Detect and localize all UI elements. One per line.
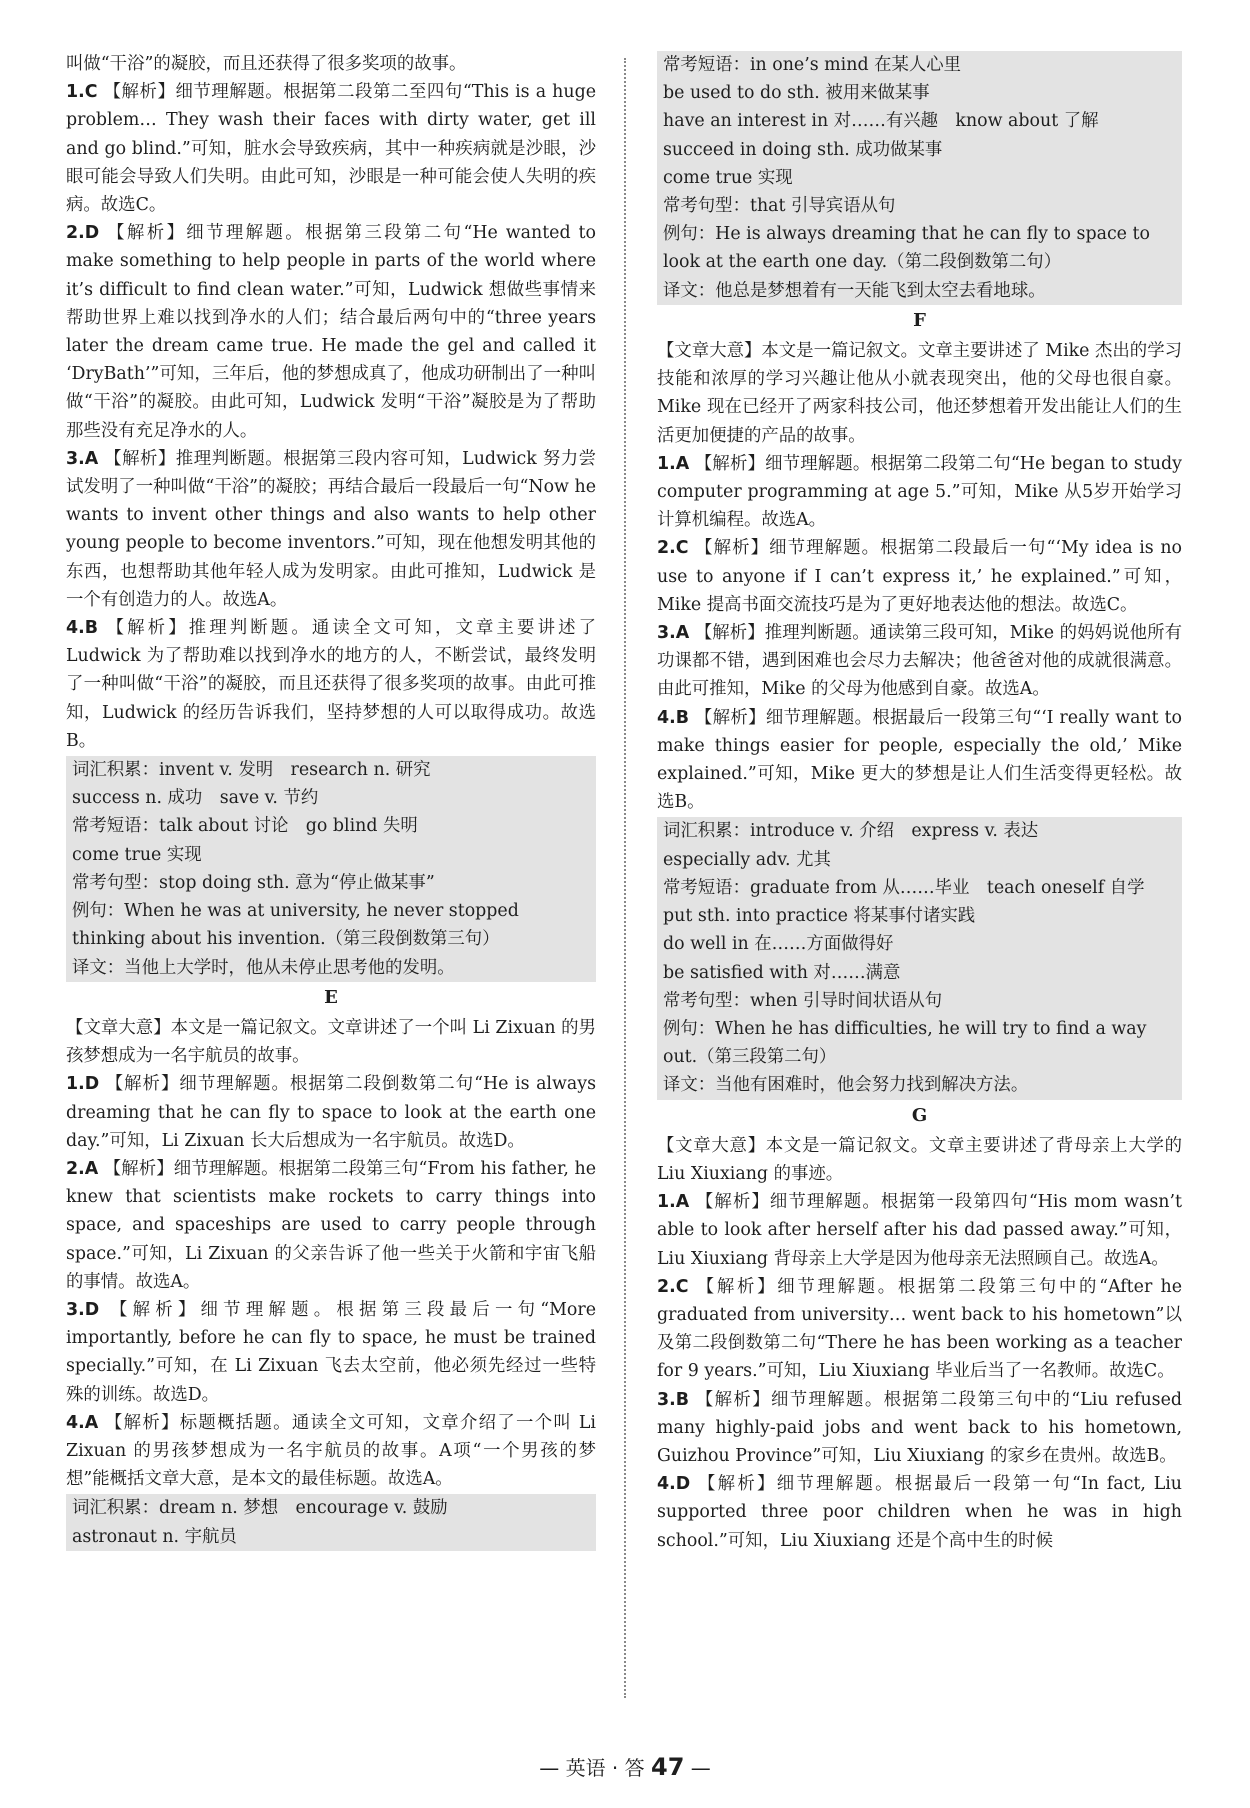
answer-item: 1.A 【解析】细节理解题。根据第二段第二句“He began to study computer programming at age 5.”可知，Mike 从5岁开始学习计算机编程。故选A。 bbox=[657, 453, 1182, 531]
d-answers bbox=[66, 78, 596, 755]
vocab-line: be used to do sth. 被用来做某事 bbox=[663, 83, 930, 104]
answer-item: 1.A 【解析】细节理解题。根据第一段第四句“His mom wasn’t able to look after herself after his dad passed away.”可知，Liu Xiuxiang 背母亲上大学是因为他母亲无法照顾自己。故选A。 bbox=[657, 1192, 1182, 1269]
vocab-line: astronaut n. 宇航员 bbox=[72, 1526, 237, 1547]
e-summary: 【文章大意】本文是一篇记叙文。文章讲述了一个叫 Li Zixuan 的男孩梦想成为一名宇航员的故事。 bbox=[66, 1017, 596, 1067]
answer-item: 4.A 【解析】标题概括题。通读全文可知，文章介绍了一个叫 Li Zixuan 的男孩梦想成为一名宇航员的故事。A项“一个男孩的梦想”能概括文章大意，是本文的最佳标题。故选A。 bbox=[66, 1412, 596, 1490]
footer-label: — 英语 · 答 bbox=[539, 1756, 652, 1780]
vocab-line: be satisfied with 对……满意 bbox=[663, 962, 901, 983]
answer-item: 3.A 【解析】推理判断题。根据第三段内容可知，Ludwick 努力尝试发明了一种叫做“干浴”的凝胶；再结合最后一段最后一句“Now he wants to invent other things and also wants to help other young people to become inventors.”可知，现在他想发明其他的东西，也想帮助其他年轻人成为发明家。由此可推知，Ludwick 是一个有创造力的人。故选A。 bbox=[66, 448, 597, 610]
vocab-line: 译文：当他有困难时，他会努力找到解决方法。 bbox=[663, 1075, 1029, 1096]
vocab-line: 常考句型：that 引导宾语从句 bbox=[663, 196, 896, 217]
f-summary: 【文章大意】本文是一篇记叙文。文章主要讲述了 Mike 杰出的学习技能和浓厚的学习兴趣让他从小就表现突出，他的父母也很自豪。Mike 现在已经开了两家科技公司，他还梦想着开发出能让人们的生活更加便捷的产品的故事。 bbox=[657, 341, 1182, 446]
vocab-line: succeed in doing sth. 成功做某事 bbox=[663, 139, 943, 160]
answer-item: 4.D 【解析】细节理解题。根据最后一段第一句“In fact, Liu supported three poor children when he was in high school.”可知，Liu Xiuxiang 还是个高中生的时候 bbox=[657, 1474, 1183, 1551]
vocab-line: 词汇积累：introduce v. 介绍 express v. 表达 bbox=[663, 821, 1039, 842]
e-vocab-box bbox=[66, 1494, 596, 1550]
answer-item: 3.B 【解析】细节理解题。根据第二段第三句中的“Liu refused many highly-paid jobs and went back to his hometown, Guizhou Province”可知，Liu Xiuxiang 的家乡在贵州。故选B。 bbox=[657, 1389, 1183, 1466]
vocab-line: 常考短语：in one’s mind 在某人心里 bbox=[663, 55, 962, 75]
answer-item: 1.D 【解析】细节理解题。根据第二段倒数第二句“He is always dreaming that he can fly to space to look at the earth one day.”可知，Li Zixuan 长大后想成为一名宇航员。故选D。 bbox=[66, 1074, 596, 1151]
vocab-line: 例句：He is always dreaming that he can fly to space to look at the earth one day.（第二段倒数第二句） bbox=[663, 224, 1150, 273]
vocab-line: 常考句型：when 引导时间状语从句 bbox=[663, 990, 943, 1011]
vocab-line: 词汇积累：dream n. 梦想 encourage v. 鼓励 bbox=[72, 1498, 448, 1519]
answer-item: 4.B 【解析】细节理解题。根据最后一段第三句“‘I really want to make things easier for people, especially the old,’ Mike explained.”可知，Mike 更大的梦想是让人们生活变得更轻松。故选B。 bbox=[657, 707, 1183, 813]
e-vocab-box-continued bbox=[657, 51, 1182, 305]
vocab-line: do well in 在……方面做得好 bbox=[663, 934, 894, 955]
d-vocab-box bbox=[66, 756, 596, 982]
g-summary: 【文章大意】本文是一篇记叙文。文章主要讲述了背母亲上大学的 Liu Xiuxiang 的事迹。 bbox=[657, 1135, 1182, 1184]
section-letter-f: F bbox=[913, 309, 926, 331]
left-column bbox=[66, 50, 596, 1552]
answer-item: 3.A 【解析】推理判断题。通读第三段可知，Mike 的妈妈说他所有功课都不错，遇到困难也会尽力去解决；他爸爸对他的成就很满意。由此可推知，Mike 的父母为他感到自豪。故选A。 bbox=[657, 623, 1182, 700]
vocab-line: 译文：他总是梦想着有一天能飞到太空去看地球。 bbox=[663, 280, 1046, 301]
page-number: 47 bbox=[651, 1753, 685, 1781]
f-vocab-box bbox=[657, 817, 1182, 1099]
column-divider bbox=[624, 58, 626, 1698]
vocab-line: put sth. into practice 将某事付诸实践 bbox=[663, 906, 976, 927]
answer-item: 3.D 【解析】细节理解题。根据第三段最后一句“More importantly, before he can fly to space, he must be trained specially.”可知，在 Li Zixuan 飞去太空前，他必须先经过一些特殊的训练。故选D。 bbox=[66, 1299, 597, 1405]
section-letter-g: G bbox=[911, 1104, 928, 1126]
section-letter-e: E bbox=[324, 986, 338, 1008]
answer-item: 4.B 【解析】推理判断题。通读全文可知，文章主要讲述了 Ludwick 为了帮助难以找到净水的地方的人，不断尝试，最终发明了一种叫做“干浴”的凝胶，而且还获得了很多奖项的故事。由此可推知，Ludwick 的经历告诉我们，坚持梦想的人可以取得成功。故选B。 bbox=[66, 618, 596, 751]
vocab-line: come true 实现 bbox=[663, 167, 793, 188]
vocab-line: 译文：当他上大学时，他从未停止思考他的发明。 bbox=[72, 957, 455, 978]
answer-item: 2.D 【解析】细节理解题。根据第三段第二句“He wanted to make something to help people in parts of the world where it’s difficult to find clean water.”可知，Ludwick 想做些事情来帮助世界上难以找到净水的人们；结合最后两句中的“three years later the dream came true. He made the gel and called it ‘DryBath’”可知，三年后，他的梦想成真了，他成功研制出了一种叫做“干浴”的凝胶。由此可知，Ludwick 发明“干浴”凝胶是为了帮助那些没有充足净水的人。 bbox=[66, 223, 596, 441]
answer-item: 1.C 【解析】细节理解题。根据第二段第二至四句“This is a huge problem… They wash their faces with dirty water, get ill and go blind.”可知，脏水会导致疾病，其中一种疾病就是沙眼，沙眼可能会导致人们失明。由此可知，沙眼是一种可能会使人失明的疾病。故选C。 bbox=[66, 82, 596, 216]
footer-dash: — bbox=[684, 1756, 711, 1780]
vocab-line: come true 实现 bbox=[72, 844, 202, 865]
vocab-line: especially adv. 尤其 bbox=[663, 849, 831, 870]
vocab-line: 例句：When he has difficulties, he will try to find a way out.（第三段第二句） bbox=[663, 1018, 1147, 1068]
vocab-line: 常考短语：talk about 讨论 go blind 失明 bbox=[72, 816, 418, 837]
vocab-line: 常考句型：stop doing sth. 意为“停止做某事” bbox=[72, 872, 435, 893]
answer-item: 2.A 【解析】细节理解题。根据第二段第三句“From his father, he knew that scientists make rockets to carry things into space, and spaceships are used to carry people through space.”可知，Li Zixuan 的父亲告诉了他一些关于火箭和宇宙飞船的事情。故选A。 bbox=[66, 1158, 596, 1292]
answer-item: 2.C 【解析】细节理解题。根据第二段第三句中的“After he graduated from university… went back to his hometown”以及第二段倒数第二句“There he has been working as a teacher for 9 years.”可知，Liu Xiuxiang 毕业后当了一名教师。故选C。 bbox=[657, 1276, 1183, 1382]
f-answers bbox=[657, 450, 1182, 817]
vocab-line: 词汇积累：invent v. 发明 research n. 研究 bbox=[72, 760, 431, 781]
page-footer bbox=[0, 1752, 1250, 1781]
vocab-line: have an interest in 对……有兴趣 know about 了解 bbox=[663, 111, 1099, 132]
vocab-line: success n. 成功 save v. 节约 bbox=[72, 788, 319, 809]
vocab-line: 例句：When he was at university, he never stopped thinking about his invention.（第三段倒数第三句） bbox=[72, 901, 519, 950]
right-column bbox=[657, 50, 1182, 1555]
vocab-line: 常考短语：graduate from 从……毕业 teach oneself 自学 bbox=[663, 877, 1145, 898]
e-answers bbox=[66, 1070, 596, 1493]
g-answers bbox=[657, 1188, 1182, 1555]
answer-item: 2.C 【解析】细节理解题。根据第二段最后一句“‘My idea is no use to anyone if I can’t express it,’ he explained.”可知，Mike 提高书面交流技巧是为了更好地表达他的想法。故选C。 bbox=[657, 538, 1182, 615]
intro-tail: 叫做“干浴”的凝胶，而且还获得了很多奖项的故事。 bbox=[66, 54, 467, 74]
